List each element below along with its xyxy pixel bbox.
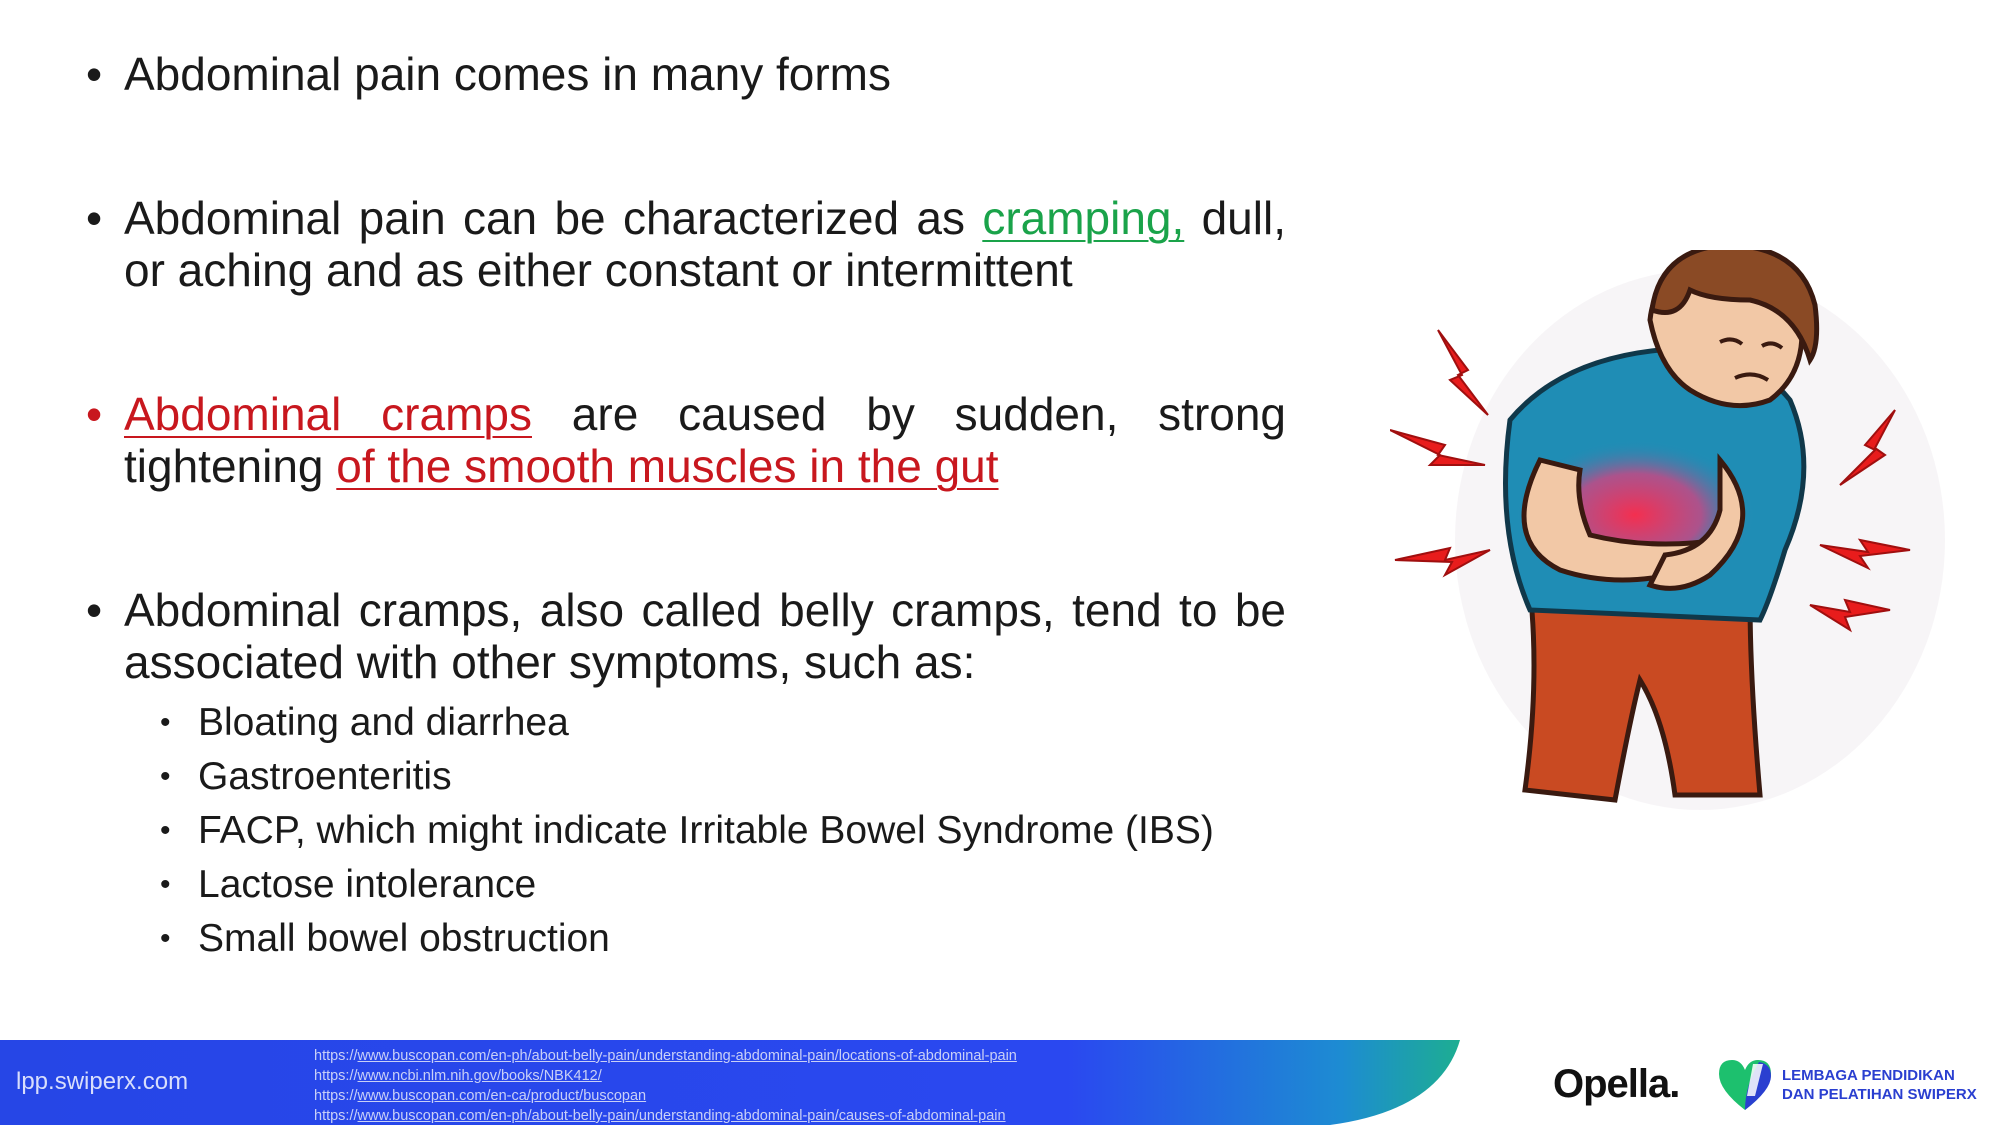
bullet-abdominal-pain-forms: [86, 48, 1286, 100]
symptom-item: • Bloating and diarrhea: [160, 701, 569, 744]
bullet-dot: •: [86, 192, 103, 244]
symptom-list: [160, 696, 1310, 966]
symptom-item: • Lactose intolerance: [160, 863, 537, 906]
bullet-dot: •: [86, 584, 103, 636]
footer-curve-decoration: [1330, 1040, 1530, 1125]
abdominal-cramps-link[interactable]: Abdominal cramps: [124, 388, 532, 440]
cramping-link[interactable]: cramping,: [982, 192, 1185, 244]
stomach-ache-illustration: [1390, 250, 1960, 820]
bullet-pain-characterization: [86, 192, 1286, 296]
opella-logo: Opella.: [1553, 1062, 1680, 1106]
site-url[interactable]: lpp.swiperx.com: [16, 1068, 189, 1095]
bullet-text: [124, 192, 1286, 296]
symptom-item: • FACP, which might indicate Irritable Bowel Syndrome (IBS): [160, 809, 1214, 852]
bullet-text-end: dull, or aching and as either constant or intermittent: [124, 192, 1286, 296]
reference-links: [314, 1046, 1017, 1126]
footer: [0, 1040, 2000, 1125]
bullet-dot: •: [86, 388, 103, 440]
heart-leaf-logo-icon: [1715, 1056, 1775, 1112]
bullet-text-middle: are caused by sudden, strong tightening: [124, 388, 1287, 492]
reference-link[interactable]: https://www.ncbi.nlm.nih.gov/books/NBK412/: [314, 1068, 602, 1084]
bullet-cramps-cause: [86, 388, 1286, 492]
bullet-text-start: Abdominal pain can be characterized as: [124, 192, 983, 244]
reference-link[interactable]: https://www.buscopan.com/en-ph/about-belly-pain/understanding-abdominal-pain/locations-of-abdominal-pain: [314, 1048, 1017, 1064]
symptom-item: • Gastroenteritis: [160, 755, 452, 798]
bullet-text: Abdominal pain comes in many forms: [124, 48, 891, 100]
organization-name: LEMBAGA PENDIDIKAN DAN PELATIHAN SWIPERX: [1782, 1067, 1977, 1103]
smooth-muscles-link[interactable]: of the smooth muscles in the gut: [336, 440, 999, 492]
symptom-item: • Small bowel obstruction: [160, 917, 610, 960]
bullet-dot: •: [86, 48, 103, 100]
bullet-associated-symptoms: [86, 584, 1286, 688]
reference-link[interactable]: https://www.buscopan.com/en-ph/about-belly-pain/understanding-abdominal-pain/causes-of-abdominal-pain: [314, 1108, 1006, 1124]
bullet-text: Abdominal cramps, also called belly cramps, tend to be associated with other symptoms, such as:: [124, 584, 1286, 688]
bullet-text: [124, 388, 1286, 492]
reference-link[interactable]: https://www.buscopan.com/en-ca/product/buscopan: [314, 1088, 647, 1104]
